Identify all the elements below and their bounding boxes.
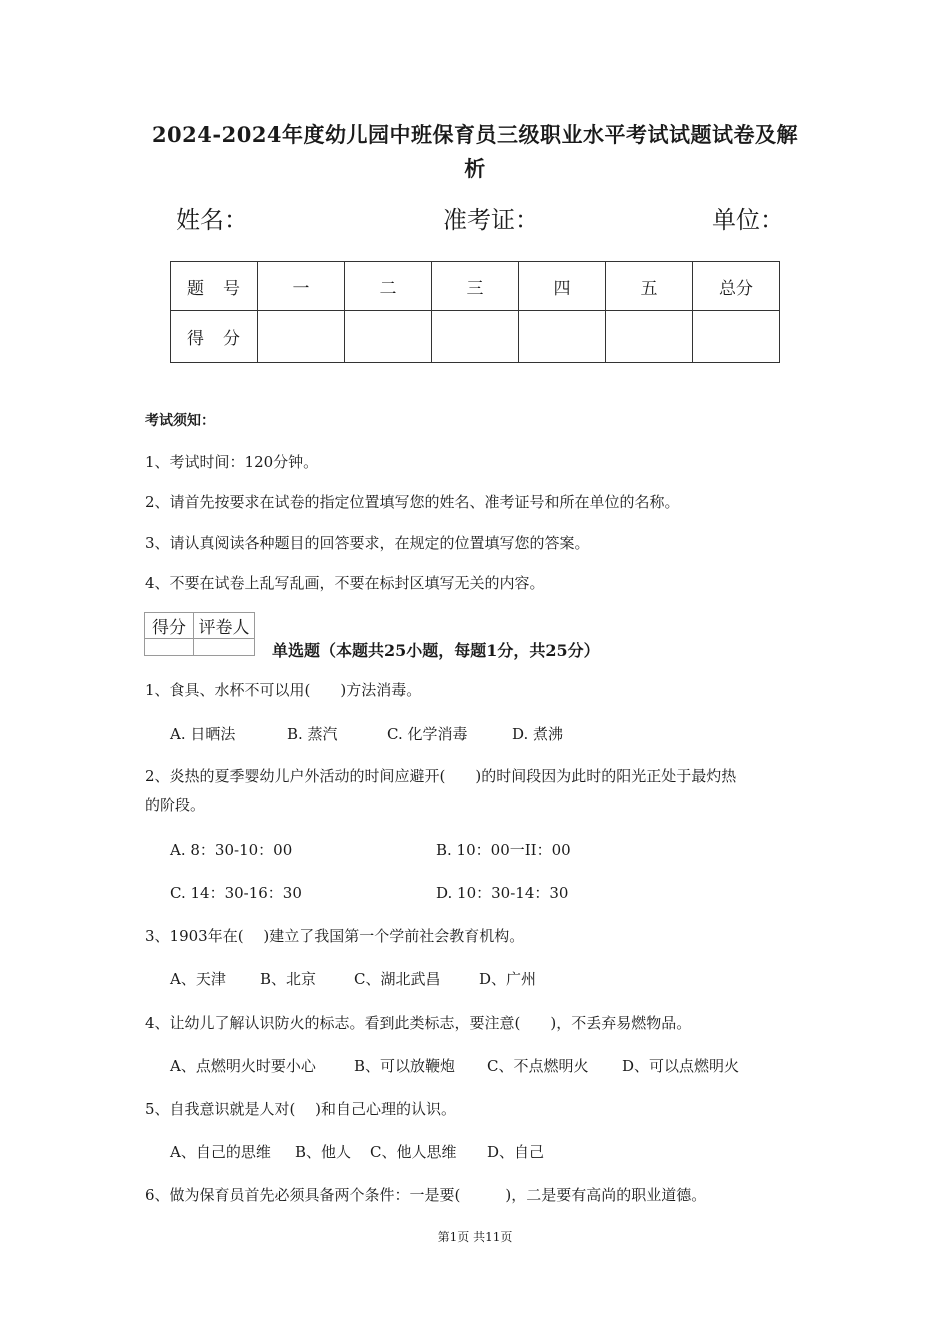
grader-name-cell[interactable] [194,639,255,656]
score-table-col-1: 一 [258,262,345,311]
score-table-header-label: 题 号 [171,262,258,311]
question-2-option-b[interactable]: B. 10：00一II：00 [436,841,571,859]
score-cell-3[interactable] [432,311,519,363]
name-label: 姓名： [176,206,248,234]
question-6-stem: 6、做为保育员首先必须具备两个条件：一是要( )，二是要有高尚的职业道德。 [145,1186,707,1204]
exam-id-label: 准考证： [443,206,539,234]
score-table [170,261,780,363]
question-2-stem-line-1: 2、炎热的夏季婴幼儿户外活动的时间应避开( )的时间段因为此时的阳光正处于最灼热 [145,767,737,785]
section-title: 单选题（本题共25小题，每题1分，共25分） [272,641,600,660]
question-3-option-c[interactable]: C、湖北武昌 [354,970,441,988]
notice-heading: 考试须知： [145,413,215,429]
title-line-2: 析 [464,156,486,181]
score-cell-1[interactable] [258,311,345,363]
question-2-stem-line-2: 的阶段。 [145,796,206,814]
question-1-option-a[interactable]: A. 日晒法 [170,725,236,743]
score-table-col-total: 总分 [693,262,780,311]
grader-box [144,612,255,656]
question-2-option-d[interactable]: D. 10：30-14：30 [436,884,569,902]
grader-score-label: 得分 [145,613,194,639]
question-5-option-c[interactable]: C、他人思维 [370,1143,457,1161]
score-cell-2[interactable] [345,311,432,363]
score-table-row-label: 得 分 [171,311,258,363]
grader-score-cell[interactable] [145,639,194,656]
grader-name-label: 评卷人 [194,613,255,639]
score-table-col-5: 五 [606,262,693,311]
score-table-col-2: 二 [345,262,432,311]
score-table-col-4: 四 [519,262,606,311]
question-4-option-a[interactable]: A、点燃明火时要小心 [170,1057,316,1075]
question-4-stem: 4、让幼儿了解认识防火的标志。看到此类标志，要注意( )，不丢弃易燃物品。 [145,1014,692,1032]
question-1-option-d[interactable]: D. 煮沸 [512,725,564,743]
question-4-option-d[interactable]: D、可以点燃明火 [622,1057,740,1075]
score-cell-total[interactable] [693,311,780,363]
title-line-1: 2024-2024年度幼儿园中班保育员三级职业水平考试试题试卷及解 [151,122,799,147]
question-3-option-d[interactable]: D、广州 [479,970,537,988]
notice-item-1: 1、考试时间：120分钟。 [145,453,319,471]
question-4-option-b[interactable]: B、可以放鞭炮 [354,1057,456,1075]
unit-label: 单位： [712,206,784,234]
page-footer: 第1页 共11页 [437,1230,513,1244]
question-1-option-c[interactable]: C. 化学消毒 [387,725,468,743]
question-3-option-b[interactable]: B、北京 [260,970,317,988]
document-title [60,118,890,186]
question-4-option-c[interactable]: C、不点燃明火 [487,1057,589,1075]
question-2-option-a[interactable]: A. 8：30-10：00 [170,841,293,859]
question-5-option-d[interactable]: D、自己 [487,1143,545,1161]
notice-item-3: 3、请认真阅读各种题目的回答要求，在规定的位置填写您的答案。 [145,534,590,552]
notice-item-4: 4、不要在试卷上乱写乱画，不要在标封区填写无关的内容。 [145,574,545,592]
question-2-option-c[interactable]: C. 14：30-16：30 [170,884,302,902]
notice-item-2: 2、请首先按要求在试卷的指定位置填写您的姓名、准考证号和所在单位的名称。 [145,493,680,511]
question-3-stem: 3、1903年在( )建立了我国第一个学前社会教育机构。 [145,927,525,945]
question-1-stem: 1、食具、水杯不可以用( )方法消毒。 [145,681,422,699]
question-1-option-b[interactable]: B. 蒸汽 [287,725,338,743]
question-5-stem: 5、自我意识就是人对( )和自己心理的认识。 [145,1100,457,1118]
score-table-col-3: 三 [432,262,519,311]
score-cell-5[interactable] [606,311,693,363]
question-5-option-a[interactable]: A、自己的思维 [170,1143,271,1161]
score-cell-4[interactable] [519,311,606,363]
question-5-option-b[interactable]: B、他人 [295,1143,352,1161]
question-3-option-a[interactable]: A、天津 [170,970,226,988]
